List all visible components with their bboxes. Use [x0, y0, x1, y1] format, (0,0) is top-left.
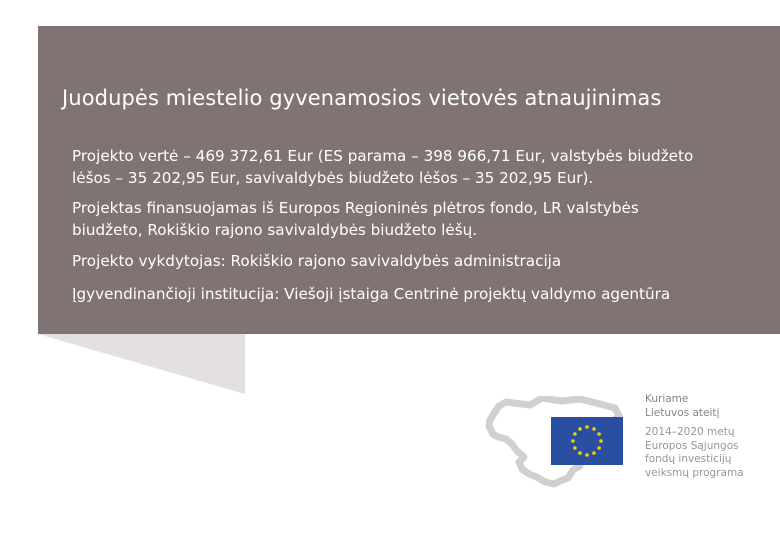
paragraph-line: Projektas finansuojamas iš Europos Regioninės plėtros fondo, LR valstybės — [72, 199, 639, 217]
paragraph-line: Projekto vertė – 469 372,61 Eur (ES parama – 398 966,71 Eur, valstybės biudžeto — [72, 147, 694, 165]
slogan-line: Kuriame — [645, 393, 689, 405]
funding-source-paragraph — [72, 197, 752, 241]
program-line: fondų investicijų — [645, 453, 732, 465]
project-value-paragraph — [72, 145, 752, 189]
program-line: Europos Sąjungos — [645, 439, 739, 452]
implementing-institution-paragraph — [72, 283, 752, 305]
paragraph-line: Įgyvendinančioji institucija: Viešoji įstaiga Centrinė projektų valdymo agentūra — [72, 285, 671, 303]
program-line: 2014–2020 metų — [645, 426, 735, 438]
slide-title: Juodupės miestelio gyvenamosios vietovės atnaujinimas — [62, 86, 662, 110]
slogan-line: Lietuvos ateitį — [645, 406, 720, 419]
paragraph-line: Projekto vykdytojas: Rokiškio rajono savivaldybės administracija — [72, 252, 562, 270]
eu-flag-icon — [551, 417, 623, 465]
funding-logo-text — [645, 393, 744, 480]
paragraph-line: biudžeto, Rokiškio rajono savivaldybės biudžeto lėšų. — [72, 221, 478, 239]
decorative-wedge — [38, 334, 250, 396]
project-executor-paragraph — [72, 250, 752, 272]
program-line: veiksmų programa — [645, 466, 744, 479]
paragraph-line: lėšos – 35 202,95 Eur, savivaldybės biudžeto lėšos – 35 202,95 Eur). — [72, 169, 594, 187]
